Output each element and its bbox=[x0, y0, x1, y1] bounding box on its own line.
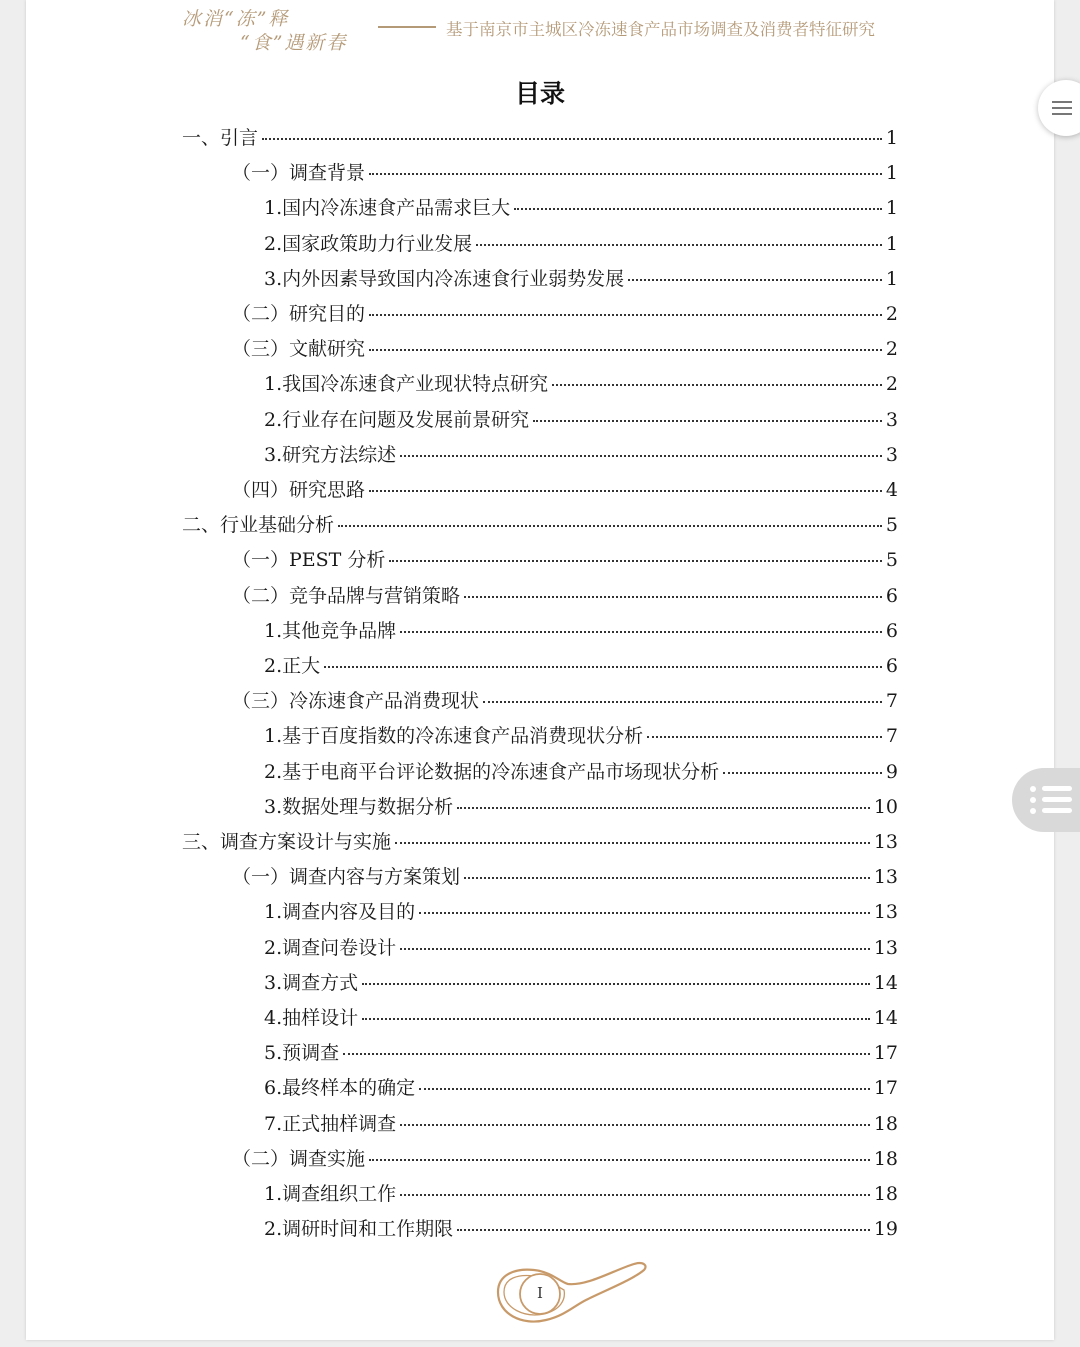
toc-entry-page-number: 13 bbox=[873, 937, 898, 959]
toc-entry-label: 5.预调查 bbox=[264, 1042, 340, 1064]
toc-entry-label: （三）冷冻速食产品消费现状 bbox=[232, 690, 480, 712]
toc-dot-leader bbox=[419, 912, 870, 914]
toc-entry-page-number: 10 bbox=[873, 796, 898, 818]
toc-entry[interactable] bbox=[264, 264, 898, 294]
toc-entry-label: 1.调查内容及目的 bbox=[264, 901, 416, 923]
toc-entry[interactable] bbox=[232, 158, 898, 188]
toc-dot-leader bbox=[369, 490, 882, 492]
toc-entry-page-number: 3 bbox=[885, 409, 898, 431]
toc-entry-page-number: 1 bbox=[885, 233, 898, 255]
toc-entry-page-number: 1 bbox=[885, 162, 898, 184]
toc-entry[interactable] bbox=[182, 510, 898, 540]
toc-dot-leader bbox=[369, 349, 882, 351]
toc-dot-leader bbox=[457, 807, 870, 809]
toc-entry-label: 4.抽样设计 bbox=[264, 1007, 359, 1029]
toc-dot-leader bbox=[362, 1018, 870, 1020]
toc-entry-label: 2.调研时间和工作期限 bbox=[264, 1218, 454, 1240]
toc-entry-label: （四）研究思路 bbox=[232, 479, 366, 501]
toc-entry[interactable] bbox=[264, 757, 898, 787]
toc-entry[interactable] bbox=[264, 616, 898, 646]
toc-entry-page-number: 2 bbox=[885, 303, 898, 325]
toc-dot-leader bbox=[514, 208, 882, 210]
toc-entry[interactable] bbox=[232, 862, 898, 892]
toc-dot-leader bbox=[369, 314, 882, 316]
toc-entry-label: 3.数据处理与数据分析 bbox=[264, 796, 454, 818]
toc-entry[interactable] bbox=[232, 686, 898, 716]
toc-dot-leader bbox=[369, 1159, 870, 1161]
toc-entry[interactable] bbox=[264, 792, 898, 822]
page-number: I bbox=[537, 1284, 543, 1302]
toc-dot-leader bbox=[362, 983, 870, 985]
toc-entry-page-number: 7 bbox=[885, 725, 898, 747]
toc-entry-label: 2.国家政策助力行业发展 bbox=[264, 233, 473, 255]
toc-dot-leader bbox=[343, 1053, 870, 1055]
toc-entry-page-number: 17 bbox=[873, 1077, 898, 1099]
toc-entry-page-number: 1 bbox=[885, 197, 898, 219]
toc-dot-leader bbox=[628, 279, 882, 281]
toc-entry-page-number: 5 bbox=[885, 549, 898, 571]
toc-entry-label: （一）PEST 分析 bbox=[232, 549, 386, 571]
toc-entry-page-number: 7 bbox=[885, 690, 898, 712]
toc-dot-leader bbox=[389, 560, 882, 562]
toc-entry[interactable] bbox=[264, 933, 898, 963]
toc-entry-label: 1.其他竞争品牌 bbox=[264, 620, 397, 642]
toc-entry[interactable] bbox=[264, 440, 898, 470]
toc-entry[interactable] bbox=[232, 475, 898, 505]
toc-dot-leader bbox=[464, 877, 870, 879]
toc-entry[interactable] bbox=[232, 299, 898, 329]
toc-dot-leader bbox=[400, 948, 870, 950]
toc-entry-page-number: 18 bbox=[873, 1183, 898, 1205]
toc-dot-leader bbox=[400, 631, 882, 633]
toc-entry-page-number: 2 bbox=[885, 338, 898, 360]
toc-dot-leader bbox=[533, 420, 882, 422]
toc-entry-label: 2.调查问卷设计 bbox=[264, 937, 397, 959]
toc-entry[interactable] bbox=[264, 968, 898, 998]
header-subtitle: 基于南京市主城区冷冻速食产品市场调查及消费者特征研究 bbox=[446, 20, 875, 39]
toc-entry-label: 7.正式抽样调查 bbox=[264, 1113, 397, 1135]
toc-entry-label: 2.行业存在问题及发展前景研究 bbox=[264, 409, 530, 431]
toc-entry-label: 三、调查方案设计与实施 bbox=[182, 831, 392, 853]
toc-entry-label: 2.正大 bbox=[264, 655, 321, 677]
toc-entry[interactable] bbox=[232, 545, 898, 575]
header-logo bbox=[182, 4, 374, 52]
toc-entry-label: 1.调查组织工作 bbox=[264, 1183, 397, 1205]
toc-entry[interactable] bbox=[232, 1144, 898, 1174]
toc-dot-leader bbox=[476, 244, 882, 246]
toc-dot-leader bbox=[419, 1088, 870, 1090]
outline-button[interactable] bbox=[1012, 768, 1080, 832]
toc-entry[interactable] bbox=[182, 123, 898, 153]
toc-entry-label: （一）调查背景 bbox=[232, 162, 366, 184]
toc-entry-page-number: 13 bbox=[873, 866, 898, 888]
toc-entry-page-number: 18 bbox=[873, 1148, 898, 1170]
toc-entry-page-number: 6 bbox=[885, 620, 898, 642]
toc-title: 目录 bbox=[514, 79, 565, 108]
toc-entry[interactable] bbox=[264, 369, 898, 399]
toc-entry-page-number: 2 bbox=[885, 373, 898, 395]
toc-entry[interactable] bbox=[264, 193, 898, 223]
toc-entry[interactable] bbox=[264, 1109, 898, 1139]
toc-entry[interactable] bbox=[264, 1214, 898, 1244]
toc-entry-page-number: 1 bbox=[885, 268, 898, 290]
toc-entry-page-number: 14 bbox=[873, 972, 898, 994]
toc-entry-label: 3.研究方法综述 bbox=[264, 444, 397, 466]
toc-entry[interactable] bbox=[264, 1073, 898, 1103]
toc-entry[interactable] bbox=[182, 827, 898, 857]
header-logo-line-2: “食”遇新春 bbox=[240, 32, 348, 54]
toc-dot-leader bbox=[647, 736, 882, 738]
toc-entry-page-number: 13 bbox=[873, 831, 898, 853]
toc-entry-label: 2.基于电商平台评论数据的冷冻速食产品市场现状分析 bbox=[264, 761, 720, 783]
toc-entry[interactable] bbox=[264, 405, 898, 435]
toc-dot-leader bbox=[457, 1229, 870, 1231]
toc-entry-label: 1.基于百度指数的冷冻速食产品消费现状分析 bbox=[264, 725, 644, 747]
toc-entry-label: （二）竞争品牌与营销策略 bbox=[232, 585, 461, 607]
toc-entry-label: （二）调查实施 bbox=[232, 1148, 366, 1170]
toc-entry-label: 6.最终样本的确定 bbox=[264, 1077, 416, 1099]
toc-dot-leader bbox=[262, 138, 882, 140]
toc-dot-leader bbox=[400, 1124, 870, 1126]
toc-entry-page-number: 6 bbox=[885, 655, 898, 677]
toc-entry-page-number: 4 bbox=[885, 479, 898, 501]
toc-entry[interactable] bbox=[264, 721, 898, 751]
toc-dot-leader bbox=[400, 455, 882, 457]
toc-entry[interactable] bbox=[264, 897, 898, 927]
toc-entry[interactable] bbox=[264, 1003, 898, 1033]
toc-entry-page-number: 14 bbox=[873, 1007, 898, 1029]
toc-entry-label: （二）研究目的 bbox=[232, 303, 366, 325]
toc-entry-label: 3.调查方式 bbox=[264, 972, 359, 994]
toc-dot-leader bbox=[338, 525, 882, 527]
toc-entry-label: 1.我国冷冻速食产业现状特点研究 bbox=[264, 373, 549, 395]
toc-dot-leader bbox=[464, 596, 882, 598]
toc-entry-label: （三）文献研究 bbox=[232, 338, 366, 360]
header-divider bbox=[378, 26, 436, 28]
header-logo-line-1: 冰消“冻”释 bbox=[182, 8, 290, 30]
toc-entry-page-number: 1 bbox=[885, 127, 898, 149]
toc-entry-label: 一、引言 bbox=[182, 127, 259, 149]
toc-entry-label: 二、行业基础分析 bbox=[182, 514, 335, 536]
toc-dot-leader bbox=[395, 842, 870, 844]
toc-dot-leader bbox=[400, 1194, 870, 1196]
toc-dot-leader bbox=[483, 701, 882, 703]
toc-entry[interactable] bbox=[264, 651, 898, 681]
toc-dot-leader bbox=[324, 666, 882, 668]
toc-entry-page-number: 19 bbox=[873, 1218, 898, 1240]
toc-entry[interactable] bbox=[264, 229, 898, 259]
toc-dot-leader bbox=[723, 772, 882, 774]
toc-dot-leader bbox=[369, 173, 882, 175]
toc-dot-leader bbox=[552, 384, 882, 386]
toc-entry-page-number: 18 bbox=[873, 1113, 898, 1135]
toc-entry-page-number: 17 bbox=[873, 1042, 898, 1064]
toc-entry-label: 1.国内冷冻速食产品需求巨大 bbox=[264, 197, 511, 219]
toc-entry[interactable] bbox=[264, 1179, 898, 1209]
toc-entry-page-number: 13 bbox=[873, 901, 898, 923]
toc-entry[interactable] bbox=[232, 581, 898, 611]
toc-entry[interactable] bbox=[232, 334, 898, 364]
toc-entry-page-number: 6 bbox=[885, 585, 898, 607]
toc-entry[interactable] bbox=[264, 1038, 898, 1068]
toc-entry-page-number: 3 bbox=[885, 444, 898, 466]
toc-entry-page-number: 9 bbox=[885, 761, 898, 783]
toc-entry-label: （一）调查内容与方案策划 bbox=[232, 866, 461, 888]
toc-entry-page-number: 5 bbox=[885, 514, 898, 536]
toc-entry-label: 3.内外因素导致国内冷冻速食行业弱势发展 bbox=[264, 268, 625, 290]
